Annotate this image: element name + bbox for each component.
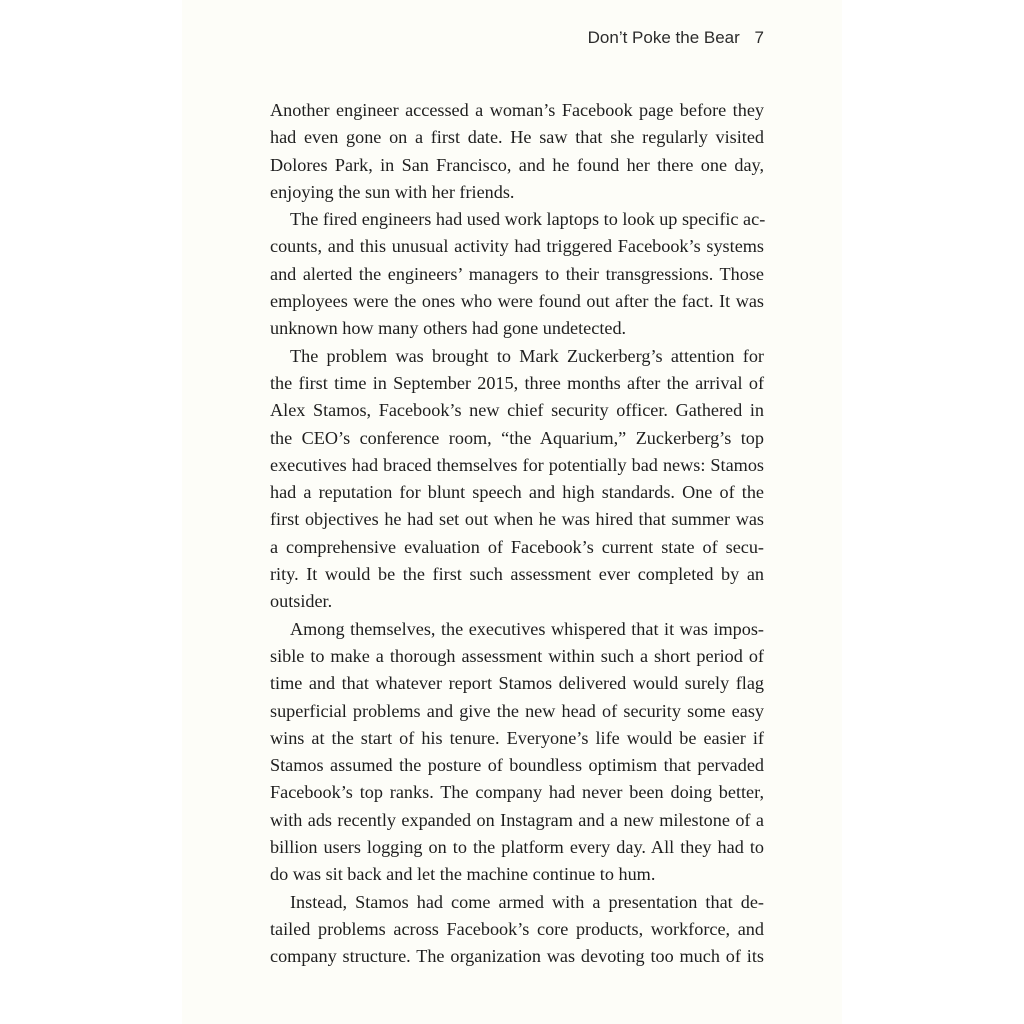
text-line: the first time in September 2015, three months after the arrival of — [270, 372, 764, 393]
text-line: time and that whatever report Stamos delivered would surely flag — [270, 673, 764, 694]
text-line: do was sit back and let the machine continue to hum. — [270, 864, 656, 885]
text-line: the CEO’s conference room, “the Aquarium,” Zuckerberg’s top — [270, 427, 764, 448]
text-line: Alex Stamos, Facebook’s new chief security officer. Gathered in — [270, 400, 764, 421]
text-line: and alerted the engineers’ managers to their transgressions. Those — [270, 263, 764, 284]
text-line: tailed problems across Facebook’s core products, workforce, and — [270, 918, 764, 939]
book-page — [182, 0, 842, 1024]
page-number: 7 — [754, 28, 764, 47]
text-line: The problem was brought to Mark Zuckerberg’s attention for — [290, 345, 764, 366]
text-line: outsider. — [270, 591, 333, 612]
text-line: with ads recently expanded on Instagram and a new milestone of a — [270, 809, 764, 830]
text-line: Dolores Park, in San Francisco, and he found her there one day, — [270, 154, 764, 175]
text-line: employees were the ones who were found out after the fact. It was — [270, 291, 764, 312]
text-line: first objectives he had set out when he was hired that summer was — [270, 509, 764, 530]
text-line: executives had braced themselves for potentially bad news: Stamos — [270, 454, 764, 475]
text-line: The fired engineers had used work laptops to look up specific ac- — [290, 209, 766, 230]
text-line: superficial problems and give the new head of security some easy — [270, 700, 764, 721]
text-line: billion users logging on to the platform every day. All they had to — [270, 837, 764, 858]
text-line: a comprehensive evaluation of Facebook’s current state of secu- — [270, 536, 764, 557]
text-line: counts, and this unusual activity had triggered Facebook’s systems — [270, 236, 764, 257]
text-line: sible to make a thorough assessment within such a short period of — [270, 645, 764, 666]
text-line: Facebook’s top ranks. The company had never been doing better, — [270, 782, 764, 803]
text-line: had even gone on a first date. He saw that she regularly visited — [270, 127, 764, 148]
text-line: unknown how many others had gone undetected. — [270, 318, 627, 339]
chapter-title: Don’t Poke the Bear — [587, 28, 740, 47]
text-line: Another engineer accessed a woman’s Facebook page before they — [270, 100, 764, 120]
text-line: company structure. The organization was devoting too much of its — [270, 946, 764, 967]
text-line: had a reputation for blunt speech and high standards. One of the — [270, 482, 764, 503]
text-line: Instead, Stamos had come armed with a presentation that de- — [290, 891, 764, 912]
text-line: enjoying the sun with her friends. — [270, 181, 515, 202]
text-line: Among themselves, the executives whispered that it was impos- — [290, 618, 764, 639]
text-line: wins at the start of his tenure. Everyone’s life would be easier if — [270, 727, 764, 748]
text-line: rity. It would be the first such assessment ever completed by an — [270, 564, 764, 585]
text-line: Stamos assumed the posture of boundless optimism that pervaded — [270, 755, 764, 776]
body-text — [270, 97, 764, 971]
running-head — [588, 28, 764, 48]
